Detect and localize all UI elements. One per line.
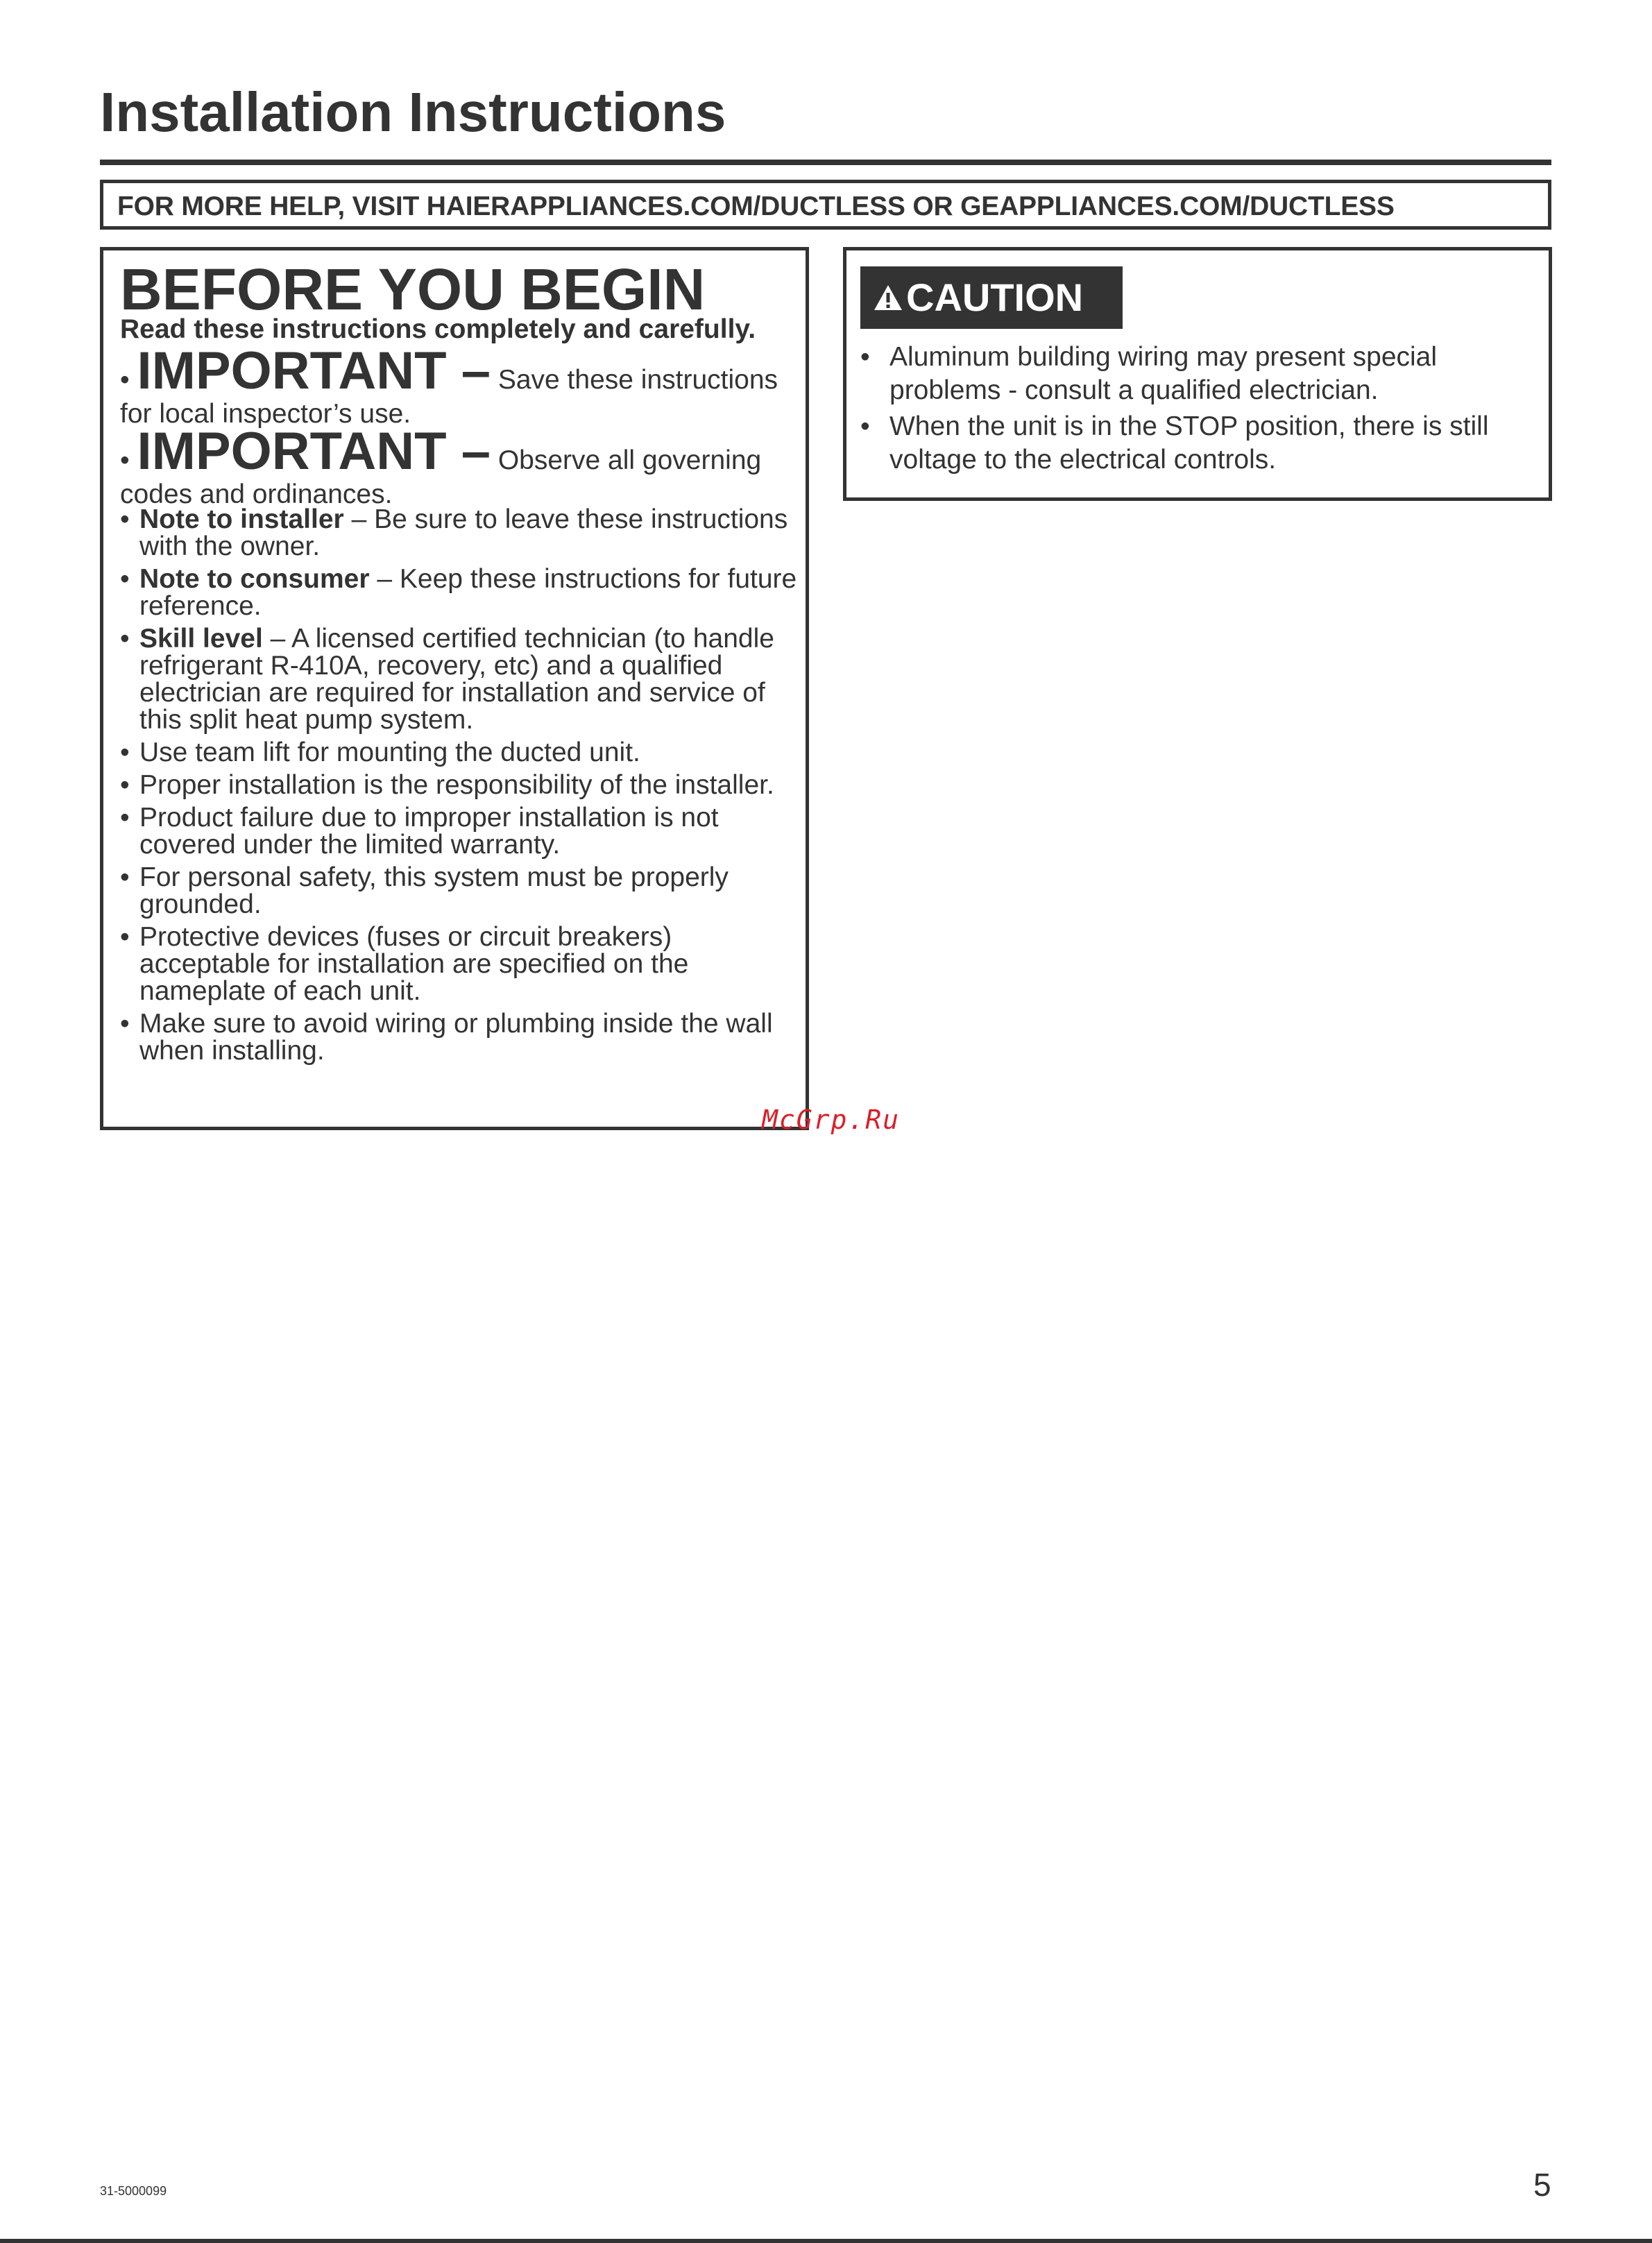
item-text: When the unit is in the STOP position, there is still voltage to the electrical controls. — [889, 411, 1489, 475]
doc-number: 31-5000099 — [100, 2184, 167, 2198]
help-banner — [100, 180, 1551, 230]
bullet: • — [120, 1009, 130, 1039]
list-item — [120, 739, 800, 766]
item-text: – Keep these instructions for future reference. — [139, 564, 797, 621]
bullet: • — [120, 445, 130, 475]
bullet: • — [120, 737, 130, 767]
item-text: Protective devices (fuses or circuit breakers) acceptable for installation are specified on the nameplate of each unit. — [139, 922, 689, 1006]
caution-text: CAUTION — [906, 275, 1084, 319]
bullet: • — [120, 624, 130, 654]
bullet: • — [860, 411, 870, 441]
list-item — [120, 565, 800, 620]
bullet: • — [120, 803, 130, 833]
list-item — [120, 864, 800, 918]
list-item — [860, 410, 1533, 477]
list-item — [120, 771, 800, 799]
item-label: Skill level — [139, 624, 263, 654]
before-you-begin-subheading: Read these instructions completely and carefully. — [120, 314, 756, 344]
title-rule — [100, 160, 1551, 165]
page-number: 5 — [1533, 2167, 1551, 2203]
bullet: • — [120, 365, 130, 395]
bullet: • — [120, 862, 130, 892]
bullet: • — [860, 342, 870, 372]
item-text: – A licensed certified technician (to handle refrigerant R-410A, recovery, etc) and a qualified electrician are required for installation and service of this split heat pump system. — [139, 624, 774, 735]
warning-triangle-icon — [873, 284, 903, 312]
item-text: Product failure due to improper installation is not covered under the limited warranty. — [139, 803, 719, 860]
list-item — [120, 625, 800, 733]
important-note-1 — [120, 341, 800, 430]
before-you-begin-heading: BEFORE YOU BEGIN — [120, 257, 706, 322]
bullet: • — [120, 770, 130, 800]
instruction-list — [120, 506, 800, 1070]
important-text: Observe all governing codes and ordinances. — [120, 445, 762, 509]
bullet: • — [120, 504, 130, 534]
page-title: Installation Instructions — [100, 81, 726, 143]
item-text: Use team lift for mounting the ducted unit. — [139, 737, 640, 767]
important-label: IMPORTANT – — [137, 341, 491, 400]
item-label: Note to consumer — [139, 564, 370, 594]
item-text: Aluminum building wiring may present special problems - consult a qualified electrician. — [889, 342, 1438, 405]
item-text: – Be sure to leave these instructions with the owner. — [139, 504, 788, 561]
caution-list — [860, 341, 1533, 479]
help-text: FOR MORE HELP, VISIT HAIERAPPLIANCES.COM/DUCTLESS OR GEAPPLIANCES.COM/DUCTLESS — [117, 191, 1395, 221]
important-text: Save these instructions for local inspector’s use. — [120, 365, 778, 429]
list-item — [120, 923, 800, 1005]
bullet: • — [120, 564, 130, 594]
important-label: IMPORTANT – — [137, 422, 491, 481]
before-you-begin-box — [100, 247, 809, 1130]
bottom-rule — [0, 2239, 1652, 2243]
important-note-2 — [120, 422, 800, 511]
list-item — [120, 1010, 800, 1064]
list-item — [120, 804, 800, 858]
item-text: Make sure to avoid wiring or plumbing inside the wall when installing. — [139, 1009, 773, 1066]
caution-box — [843, 247, 1552, 501]
item-text: Proper installation is the responsibility of the installer. — [139, 770, 774, 800]
list-item — [860, 341, 1533, 407]
item-text: For personal safety, this system must be properly grounded. — [139, 862, 729, 919]
list-item — [120, 506, 800, 560]
watermark: McGrp.Ru — [762, 1105, 901, 1135]
caution-label — [860, 266, 1123, 329]
item-label: Note to installer — [139, 504, 344, 534]
bullet: • — [120, 922, 130, 952]
